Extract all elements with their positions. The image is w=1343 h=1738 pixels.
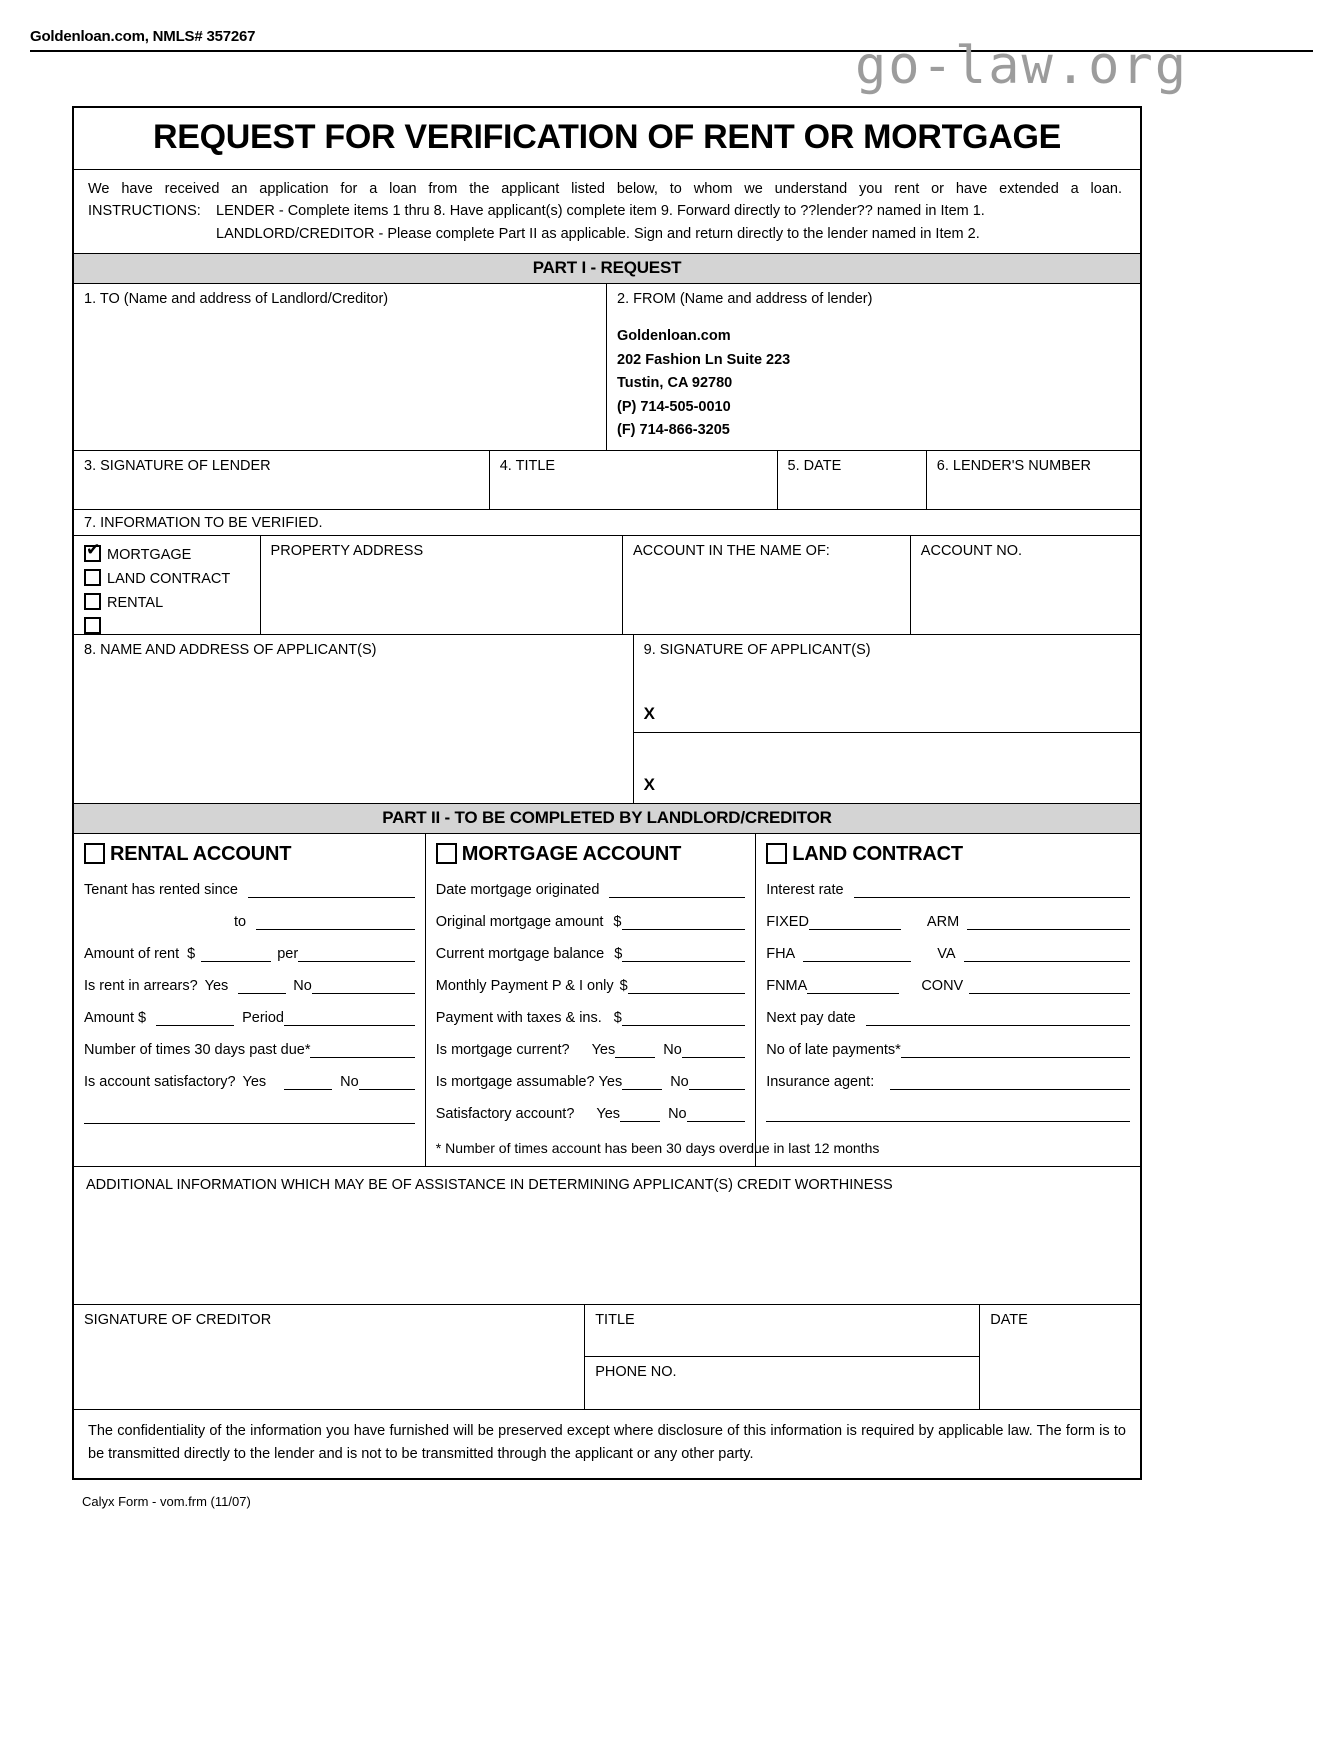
item-3-signature-cell[interactable]: [74, 451, 490, 509]
arm-label: ARM: [926, 913, 960, 930]
satisfactory-account-no-label: No: [668, 1105, 687, 1122]
account-name-label: ACCOUNT IN THE NAME OF:: [632, 542, 830, 559]
amount-of-rent-input[interactable]: [201, 946, 271, 962]
rental-checkbox-label: RENTAL: [107, 594, 164, 611]
item-4-title-cell[interactable]: [490, 451, 778, 509]
item-5-label: 5. DATE: [787, 457, 842, 474]
mortgage-account-heading: MORTGAGE ACCOUNT: [461, 842, 682, 865]
satisfactory-account-yes-label: Yes: [596, 1105, 621, 1122]
item-5-date-cell[interactable]: [778, 451, 927, 509]
field-account-satisfactory: [84, 1074, 415, 1090]
instructions-lender-text: LENDER - Complete items 1 thru 8. Have applicant(s) complete item 9. Forward directly to ??lender?? named in Item 1.: [216, 203, 985, 220]
checkbox-row-rental[interactable]: [84, 591, 250, 615]
creditor-date-label: DATE: [990, 1311, 1028, 1328]
lender-signature-row: [74, 451, 1140, 510]
va-input[interactable]: [964, 946, 1130, 962]
monthly-payment-pi-label: Monthly Payment P & I only: [435, 977, 614, 994]
rent-arrears-yes-label: Yes: [204, 977, 229, 994]
lender-phone: (P) 714-505-0010: [617, 398, 731, 415]
creditor-title-phone-column: [585, 1305, 980, 1409]
item-7-label: 7. INFORMATION TO BE VERIFIED.: [74, 510, 1140, 536]
land-contract-checkbox[interactable]: [84, 569, 101, 586]
satisfactory-account-label: Satisfactory account?: [435, 1105, 575, 1122]
next-pay-date-input[interactable]: [866, 1010, 1130, 1026]
item-2-label: 2. FROM (Name and address of lender): [617, 291, 873, 308]
satisfactory-account-yes-input[interactable]: [620, 1106, 660, 1122]
arm-input[interactable]: [967, 914, 1130, 930]
field-landcontract-blank: [766, 1106, 1130, 1122]
payment-with-taxes-label: Payment with taxes & ins.: [435, 1009, 602, 1026]
field-next-pay-date: [766, 1010, 1130, 1026]
field-is-mortgage-current: [436, 1042, 745, 1058]
is-mortgage-current-label: Is mortgage current?: [435, 1041, 570, 1058]
late-payments-label: No of late payments*: [766, 1041, 901, 1058]
fixed-label: FIXED: [766, 913, 809, 930]
rent-per-label: per: [277, 945, 299, 962]
arrears-amount-input[interactable]: [156, 1010, 234, 1026]
rental-account-heading-row[interactable]: [84, 843, 415, 866]
field-amount-of-rent: [84, 946, 415, 962]
original-mortgage-amount-label: Original mortgage amount: [435, 913, 604, 930]
rent-arrears-yes-input[interactable]: [238, 978, 286, 994]
item-3-label: 3. SIGNATURE OF LENDER: [84, 457, 271, 474]
land-contract-checkbox-label: LAND CONTRACT: [107, 570, 231, 587]
field-date-mortgage-originated: [436, 882, 745, 898]
rented-to-input[interactable]: [256, 914, 415, 930]
original-amount-dollar-sign: $: [613, 913, 622, 930]
lender-street: 202 Fashion Ln Suite 223: [617, 351, 791, 368]
item-8-applicant-cell[interactable]: [74, 635, 634, 803]
fha-label: FHA: [766, 945, 796, 962]
watermark-go-law: go-law.org: [855, 36, 1189, 96]
amount-of-rent-label: Amount of rent: [84, 945, 180, 962]
rent-dollar-sign: $: [187, 945, 196, 962]
mortgage-current-no-label: No: [663, 1041, 682, 1058]
creditor-signature-row: [74, 1305, 1140, 1410]
creditor-title-label: TITLE: [595, 1311, 635, 1328]
property-address-cell[interactable]: [261, 536, 623, 634]
lender-fax: (F) 714-866-3205: [617, 422, 730, 439]
instructions-spacer: [88, 223, 216, 245]
field-payment-with-taxes: [436, 1010, 745, 1026]
land-contract-column: [756, 834, 1140, 1166]
rent-arrears-label: Is rent in arrears?: [84, 977, 198, 994]
creditor-phone-label: PHONE NO.: [595, 1363, 677, 1380]
next-pay-date-label: Next pay date: [766, 1009, 856, 1026]
additional-information-cell[interactable]: [74, 1167, 1140, 1305]
field-monthly-payment-pi: [436, 978, 745, 994]
other-checkbox[interactable]: [84, 617, 101, 634]
account-satisfactory-no-label: No: [340, 1073, 359, 1090]
instructions-line-2: [88, 223, 1126, 245]
to-from-row: [74, 284, 1140, 450]
monthly-payment-dollar-sign: $: [619, 977, 628, 994]
creditor-signature-cell[interactable]: [74, 1305, 585, 1409]
checkbox-row-land-contract[interactable]: [84, 567, 250, 591]
late-payments-input[interactable]: [901, 1042, 1130, 1058]
rental-blank-line[interactable]: [84, 1108, 415, 1124]
creditor-signature-label: SIGNATURE OF CREDITOR: [84, 1311, 272, 1328]
confidentiality-notice: The confidentiality of the information you have furnished will be preserved except where disclosure of this information is required by applicable law. The form is to be transmitted directly to the lender and is not to be transmitted through the applicant or any other party.: [88, 1422, 1126, 1463]
current-mortgage-balance-input[interactable]: [622, 946, 745, 962]
tenant-rented-since-label: Tenant has rented since: [84, 881, 238, 898]
account-satisfactory-label: Is account satisfactory?: [84, 1073, 236, 1090]
insurance-agent-input[interactable]: [890, 1074, 1130, 1090]
land-contract-heading-row[interactable]: [766, 843, 1130, 866]
applicant-signature-x-2: X: [643, 774, 655, 794]
part-2-body: [74, 834, 1140, 1167]
creditor-phone-cell[interactable]: [585, 1357, 979, 1409]
monthly-payment-pi-input[interactable]: [628, 978, 746, 994]
item-6-label: 6. LENDER'S NUMBER: [936, 457, 1092, 474]
arrears-amount-label: Amount $: [84, 1009, 147, 1026]
part-1-header: PART I - REQUEST: [74, 253, 1140, 284]
field-fha-va: [766, 946, 1130, 962]
part-2-header: PART II - TO BE COMPLETED BY LANDLORD/CREDITOR: [74, 803, 1140, 834]
rental-account-checkbox[interactable]: [84, 843, 105, 864]
instructions-label: INSTRUCTIONS:: [88, 203, 201, 220]
account-satisfactory-no-input[interactable]: [359, 1074, 415, 1090]
current-balance-dollar-sign: $: [614, 945, 623, 962]
instructions-line-1: [88, 200, 1126, 222]
intro-text: We have received an application for a loan from the applicant listed below, to whom we understand you rent or have extended a loan.: [88, 181, 1122, 197]
mortgage-assumable-no-input[interactable]: [689, 1074, 745, 1090]
fnma-label: FNMA: [766, 977, 808, 994]
rent-arrears-no-input[interactable]: [312, 978, 415, 994]
additional-information-label: ADDITIONAL INFORMATION WHICH MAY BE OF ASSISTANCE IN DETERMINING APPLICANT(S) CREDIT WORTHINESS: [86, 1176, 893, 1193]
date-mortgage-originated-input[interactable]: [609, 882, 745, 898]
field-insurance-agent: [766, 1074, 1130, 1090]
field-rent-in-arrears: [84, 978, 415, 994]
account-name-cell[interactable]: [623, 536, 911, 634]
field-original-mortgage-amount: [436, 914, 745, 930]
rental-checkbox[interactable]: [84, 593, 101, 610]
verification-form: [72, 106, 1142, 1480]
satisfactory-account-no-input[interactable]: [687, 1106, 746, 1122]
applicant-signature-x-1: X: [643, 703, 655, 723]
field-rented-to: [84, 914, 415, 930]
mortgage-assumable-yes-input[interactable]: [622, 1074, 662, 1090]
checkbox-row-mortgage[interactable]: [84, 543, 250, 567]
conv-label: CONV: [921, 977, 964, 994]
land-contract-heading: LAND CONTRACT: [792, 842, 963, 865]
item-2-from-cell[interactable]: [607, 284, 1140, 449]
arrears-period-input[interactable]: [284, 1010, 415, 1026]
item-6-lender-number-cell[interactable]: [927, 451, 1140, 509]
current-mortgage-balance-label: Current mortgage balance: [435, 945, 605, 962]
fha-input[interactable]: [803, 946, 911, 962]
field-fnma-conv: [766, 978, 1130, 994]
account-no-cell[interactable]: [911, 536, 1140, 634]
item-1-to-cell[interactable]: [74, 284, 607, 449]
fixed-input[interactable]: [809, 914, 901, 930]
field-interest-rate: [766, 882, 1130, 898]
is-mortgage-assumable-label: Is mortgage assumable?: [435, 1073, 595, 1090]
field-arrears-amount: [84, 1010, 415, 1026]
times-30-days-input[interactable]: [310, 1042, 414, 1058]
item-9-signature-cell-2[interactable]: [634, 733, 1140, 803]
interest-rate-label: Interest rate: [766, 881, 844, 898]
verify-checkbox-group[interactable]: [74, 536, 261, 634]
mortgage-current-yes-label: Yes: [591, 1041, 616, 1058]
mortgage-assumable-yes-label: Yes: [598, 1073, 623, 1090]
field-tenant-rented-since: [84, 882, 415, 898]
item-9-signature-cell-1[interactable]: [634, 635, 1140, 733]
mortgage-current-yes-input[interactable]: [615, 1042, 655, 1058]
creditor-title-cell[interactable]: [585, 1305, 979, 1357]
rent-per-input[interactable]: [298, 946, 415, 962]
rent-arrears-no-label: No: [293, 977, 312, 994]
rented-to-label: to: [234, 913, 247, 930]
property-address-label: PROPERTY ADDRESS: [270, 542, 424, 559]
instructions-block: [74, 170, 1140, 253]
field-fixed-arm: [766, 914, 1130, 930]
mortgage-current-no-input[interactable]: [682, 1042, 745, 1058]
verification-detail-row: [74, 536, 1140, 635]
mortgage-checkbox[interactable]: [84, 545, 101, 562]
conv-input[interactable]: [969, 978, 1130, 994]
creditor-date-cell[interactable]: [980, 1305, 1140, 1409]
item-4-label: 4. TITLE: [499, 457, 556, 474]
payment-taxes-dollar-sign: $: [613, 1009, 622, 1026]
account-satisfactory-yes-input[interactable]: [284, 1074, 332, 1090]
land-contract-account-checkbox[interactable]: [766, 843, 787, 864]
mortgage-footnote: * Number of times account has been 30 days overdue in last 12 months: [435, 1139, 880, 1156]
rental-account-column: [74, 834, 426, 1166]
item-9-label: 9. SIGNATURE OF APPLICANT(S): [643, 641, 871, 658]
field-is-mortgage-assumable: [436, 1074, 745, 1090]
tenant-rented-since-input[interactable]: [248, 882, 415, 898]
applicant-row: [74, 635, 1140, 803]
landcontract-blank-input[interactable]: [766, 1106, 1130, 1122]
form-title: REQUEST FOR VERIFICATION OF RENT OR MORTGAGE: [74, 108, 1140, 170]
item-9-signature-column: [634, 635, 1140, 803]
instructions-landlord-text: LANDLORD/CREDITOR - Please complete Part II as applicable. Sign and return directly to the lender named in Item 2.: [216, 225, 980, 242]
va-label: VA: [937, 945, 956, 962]
item-8-label: 8. NAME AND ADDRESS OF APPLICANT(S): [84, 641, 377, 658]
original-mortgage-amount-input[interactable]: [622, 914, 746, 930]
interest-rate-input[interactable]: [854, 882, 1130, 898]
field-current-mortgage-balance: [436, 946, 745, 962]
company-nmls-line: Goldenloan.com, NMLS# 357267: [30, 28, 256, 45]
field-times-30-days-past-due: [84, 1042, 415, 1058]
lender-address-block: [617, 325, 1130, 442]
item-1-label: 1. TO (Name and address of Landlord/Creditor): [84, 291, 389, 308]
mortgage-account-checkbox[interactable]: [436, 843, 457, 864]
account-no-label: ACCOUNT NO.: [920, 542, 1023, 559]
lender-name: Goldenloan.com: [617, 328, 731, 345]
times-30-days-label: Number of times 30 days past due*: [84, 1041, 311, 1058]
date-mortgage-originated-label: Date mortgage originated: [435, 881, 600, 898]
mortgage-checkbox-label: MORTGAGE: [107, 546, 192, 563]
calyx-form-footer: Calyx Form - vom.frm (11/07): [82, 1494, 251, 1509]
mortgage-account-heading-row[interactable]: [436, 843, 745, 866]
lender-city-state-zip: Tustin, CA 92780: [617, 375, 733, 392]
rental-account-heading: RENTAL ACCOUNT: [110, 842, 292, 865]
insurance-agent-label: Insurance agent:: [766, 1073, 875, 1090]
payment-with-taxes-input[interactable]: [622, 1010, 745, 1026]
field-late-payments: [766, 1042, 1130, 1058]
field-satisfactory-account: [436, 1106, 745, 1122]
fnma-input[interactable]: [807, 978, 899, 994]
mortgage-assumable-no-label: No: [670, 1073, 689, 1090]
arrears-period-label: Period: [242, 1009, 284, 1026]
account-satisfactory-yes-label: Yes: [242, 1073, 267, 1090]
